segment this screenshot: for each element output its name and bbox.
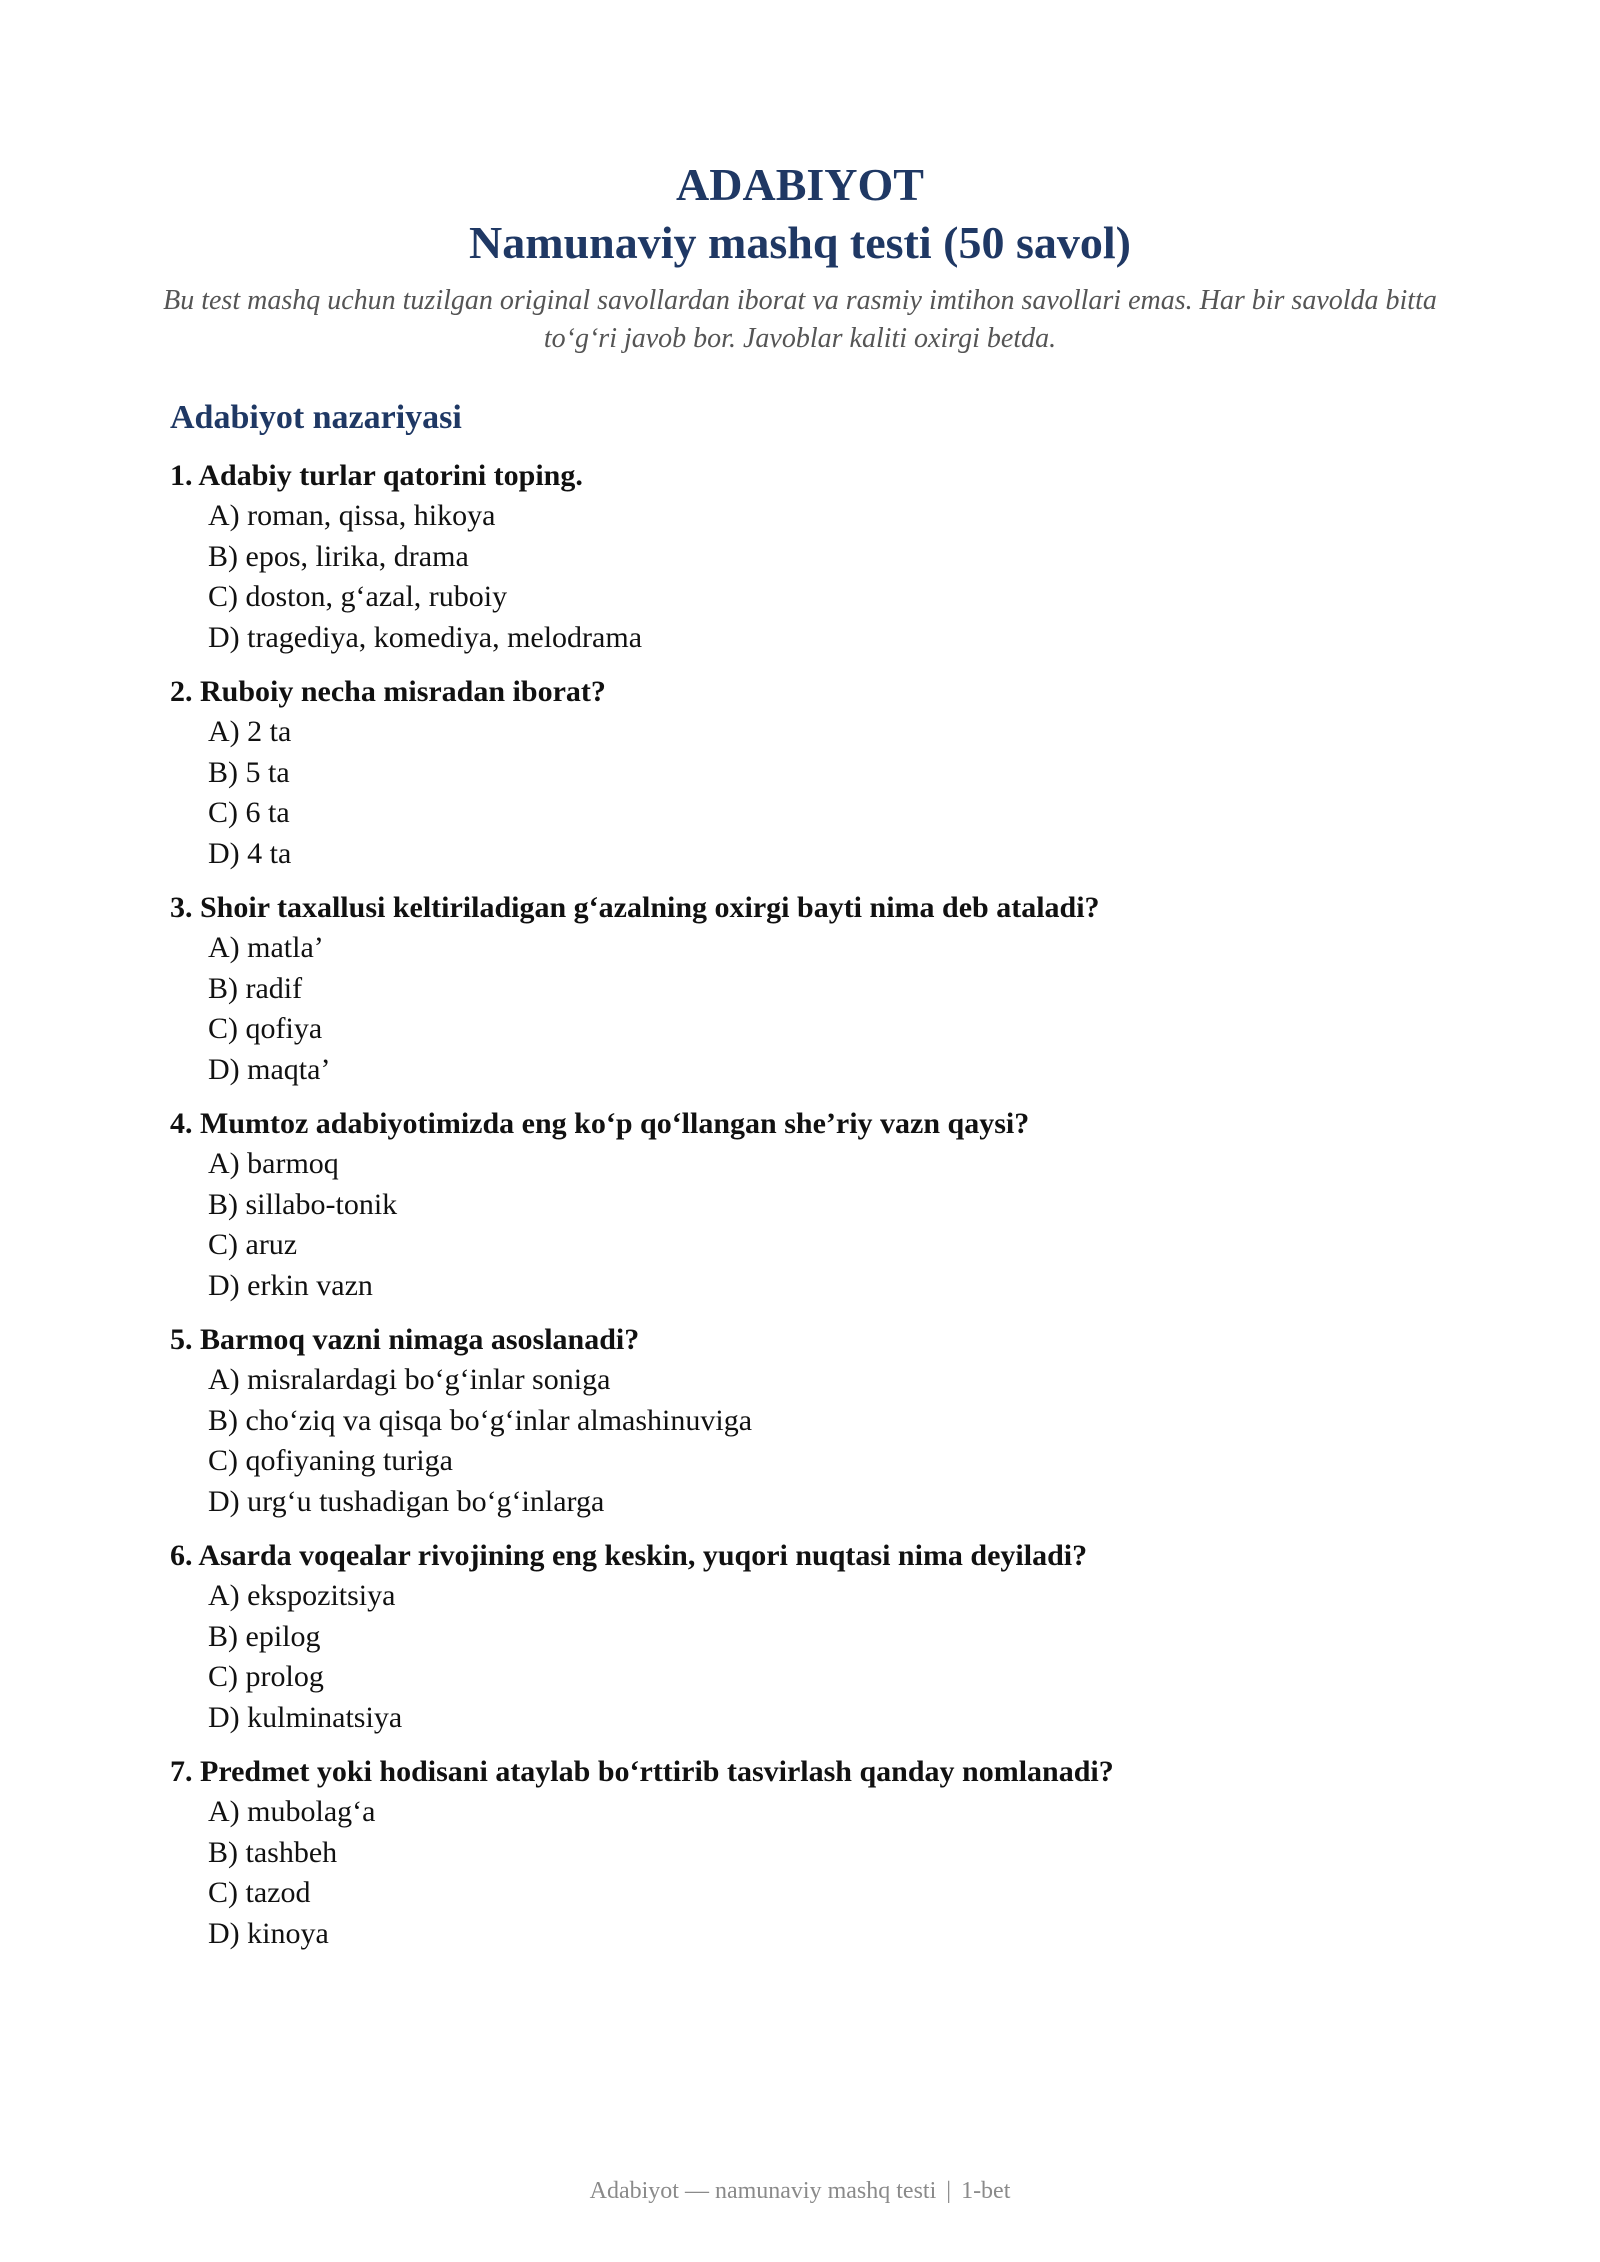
answer-option: B) radif (208, 971, 303, 1005)
answer-option: C) 6 ta (208, 796, 290, 829)
intro-note: Bu test mashq uchun tuzilgan original savollardan iborat va rasmiy imtihon savollari emas. Har bir savolda bitta to‘g‘ri javob bor. Javoblar kaliti oxirgi betda. (163, 285, 1437, 354)
answer-option: C) aruz (208, 1228, 298, 1261)
answer-option: C) qofiya (208, 1012, 323, 1045)
answer-option: B) sillabo-tonik (208, 1187, 398, 1221)
answer-option: A) barmoq (208, 1147, 339, 1180)
question-text: 3. Shoir taxallusi keltiriladigan g‘azalning oxirgi bayti nima deb ataladi? (170, 891, 1100, 924)
footer-title: Adabiyot — namunaviy mashq testi (589, 2178, 937, 2204)
answer-option: D) maqta’ (208, 1052, 331, 1086)
answer-option: A) mubolag‘a (208, 1795, 376, 1828)
answer-option: B) epos, lirika, drama (208, 539, 469, 573)
page-footer (0, 2176, 1600, 2206)
question-item (170, 888, 1470, 1090)
question-item (170, 1752, 1470, 1954)
document-body (170, 396, 1470, 1968)
answer-option: B) 5 ta (208, 755, 290, 789)
document-title: ADABIYOT (676, 159, 924, 210)
question-text: 1. Adabiy turlar qatorini toping. (170, 459, 583, 492)
answer-option: A) roman, qissa, hikoya (208, 499, 496, 532)
answer-option: D) kinoya (208, 1916, 329, 1950)
question-item (170, 1536, 1470, 1738)
question-text: 6. Asarda voqealar rivojining eng keskin, yuqori nuqtasi nima deyiladi? (170, 1539, 1088, 1572)
question-item (170, 672, 1470, 874)
answer-option: B) epilog (208, 1619, 321, 1653)
page-number: 1-bet (961, 2178, 1011, 2204)
answer-option: A) misralardagi bo‘g‘inlar soniga (208, 1363, 611, 1396)
question-text: 5. Barmoq vazni nimaga asoslanadi? (170, 1323, 640, 1356)
question-list (170, 456, 1470, 1954)
section-heading: Adabiyot nazariyasi (170, 399, 462, 436)
answer-option: C) prolog (208, 1660, 324, 1693)
footer-separator: | (946, 2178, 952, 2204)
answer-option: D) urg‘u tushadigan bo‘g‘inlarga (208, 1484, 605, 1518)
answer-option: D) 4 ta (208, 836, 292, 870)
question-text: 4. Mumtoz adabiyotimizda eng ko‘p qo‘llangan she’riy vazn qaysi? (170, 1107, 1030, 1140)
answer-option: A) ekspozitsiya (208, 1579, 396, 1612)
answer-option: B) tashbeh (208, 1835, 338, 1869)
answer-option: A) matla’ (208, 931, 324, 964)
document-header (0, 158, 1600, 358)
question-text: 2. Ruboiy necha misradan iborat? (170, 675, 606, 708)
answer-option: D) erkin vazn (208, 1268, 373, 1302)
answer-option: C) doston, g‘azal, ruboiy (208, 580, 508, 613)
question-item (170, 1320, 1470, 1522)
document-subtitle: Namunaviy mashq testi (50 savol) (469, 217, 1131, 268)
question-text: 7. Predmet yoki hodisani ataylab bo‘rttirib tasvirlash qanday nomlanadi? (170, 1755, 1114, 1788)
answer-option: D) kulminatsiya (208, 1700, 403, 1734)
answer-option: C) tazod (208, 1876, 311, 1909)
answer-option: A) 2 ta (208, 715, 292, 748)
answer-option: C) qofiyaning turiga (208, 1444, 453, 1477)
answer-option: B) cho‘ziq va qisqa bo‘g‘inlar almashinuviga (208, 1403, 753, 1437)
question-item (170, 1104, 1470, 1306)
answer-option: D) tragediya, komediya, melodrama (208, 620, 643, 654)
question-item (170, 456, 1470, 658)
